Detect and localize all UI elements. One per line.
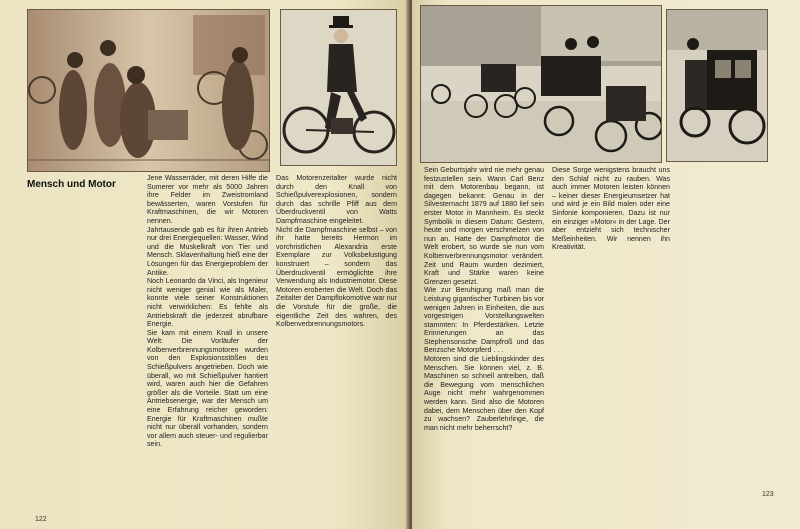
early-cars-photograph bbox=[420, 5, 662, 163]
workshop-drawing bbox=[28, 10, 269, 171]
cab-photo-drawing bbox=[667, 10, 767, 161]
right-column-2: Diese Sorge wenigstens braucht uns den Schlaf nicht zu rauben. Was auch immer Motoren leisten können – keiner dieser Energieumsetzer hat und wird je ein Bild malen oder eine Sinfonie komponieren. Dazu ist nur ein einziger »Motor« in der Lage. Der aber entzieht sich technischer Meßeinheiten. Wir nennen ihn Kreativität. bbox=[552, 166, 670, 252]
velocipede-rider-illustration bbox=[280, 9, 397, 166]
motor-cab-photograph bbox=[666, 9, 768, 162]
right-page bbox=[412, 0, 800, 529]
left-column-1: Jene Wasserräder, mit deren Hilfe die Sumerer vor mehr als 5000 Jahren ihre Felder im Zweistromland bewässerten, waren Vorstufen für Kraftmaschinen, die wir Motoren nennen. Jahrtausende gab es für ihren Antrieb nur drei Energiequellen: Wasser, Wind und die Muskelkraft von Tier und Mensch. Sklavenhaltung hieß eine der Lösungen für das Energieproblem der Antike. Noch Leonardo da Vinci, als Ingenieur nicht weniger genial wie als Maler, konnte viele seiner Konstruktionen nicht verwirklichen: Es fehlte als Antriebskraft die jederzeit abrufbare Energie. Sie kam mit einem Knall in unsere Welt: Die Vorläufer der Kolbenverbrennungsmotoren wurden von den Explosionsstößen des Schießpulvers angetrieben. Doch wie überall, wo mit Schießpulver hantiert wird, waren auch hier die Gefahren größer als die Vorteile. Statt um eine Antriebsenergie, war der Mensch um eine Erfahrung reicher geworden: Energie für Kraftmaschinen mußte nicht nur überall vorhanden, sondern vor allem auch steuer- und regulierbar sein. bbox=[147, 174, 268, 449]
page-number-left: 122 bbox=[35, 516, 47, 523]
page-number-right: 123 bbox=[762, 491, 774, 498]
rider-drawing bbox=[281, 10, 396, 165]
section-heading: Mensch und Motor bbox=[27, 179, 116, 190]
left-column-2: Das Motorenzeitalter wurde nicht durch den Knall von Schießpulverexplosionen, sondern durch das schrille Pfiff aus dem Überdruckventil von Watts Dampfmaschine eingeleitet. Nicht die Dampfmaschine selbst – von ihr hatte bereits Hermon im vorchristlichen Alexandria erste Exemplare zur Volksbelustigung konstruiert – sondern das Überdruckventil ermöglichte ihre Verwendung als Industriemotor. Diese Motoren eroberten die Welt. Doch das Zeitalter der Dampflokomotive war nur die Vorstufe für die große, die eigentliche Zeit des wahren, des Kolbenverbrennungsmotors. bbox=[276, 174, 397, 329]
workshop-illustration bbox=[27, 9, 270, 172]
right-column-1: Sein Geburtsjahr wird nie mehr genau festzustellen sein. Wann Carl Benz mit dem Motorenbau begann, ist dagegen bekannt: Genau in der Silvesternacht 1879 auf 1880 lief sein erster Motor in Mannheim. Es steckt Symbolik in diesem Datum: Gestern, heute und morgen verschmelzen von nun an. Hatte der Dampfmotor die Welt erobert, so wurde sie nun vom Kolbenverbrennungsmotor verändert. Zeit und Raum wurden dezimiert, Kraft und Stärke waren keine Grenzen gesetzt. Wie zur Beruhigung maß man die Leistung gigantischer Turbinen bis vor wenigen Jahren in Einheiten, die aus vorgestrigen Vorstellungswelten stammten: In Pferdestärken. Letzte Erinnerungen an das Stephensonsche Dampfroß und das Benzsche Motorpferd . . . Motoren sind die Lieblingskinder des Menschen. Sie können viel, z. B. Maschinen so schnell antreiben, daß die Bewegung vom menschlichen Auge nicht mehr wahrgenommen werden kann. Sind also die Motoren dabei, dem Menschen über den Kopf zu wachsen? Zauberlehrlinge, die man nicht mehr beherrscht? bbox=[424, 166, 544, 432]
cars-photo-drawing bbox=[421, 6, 661, 162]
